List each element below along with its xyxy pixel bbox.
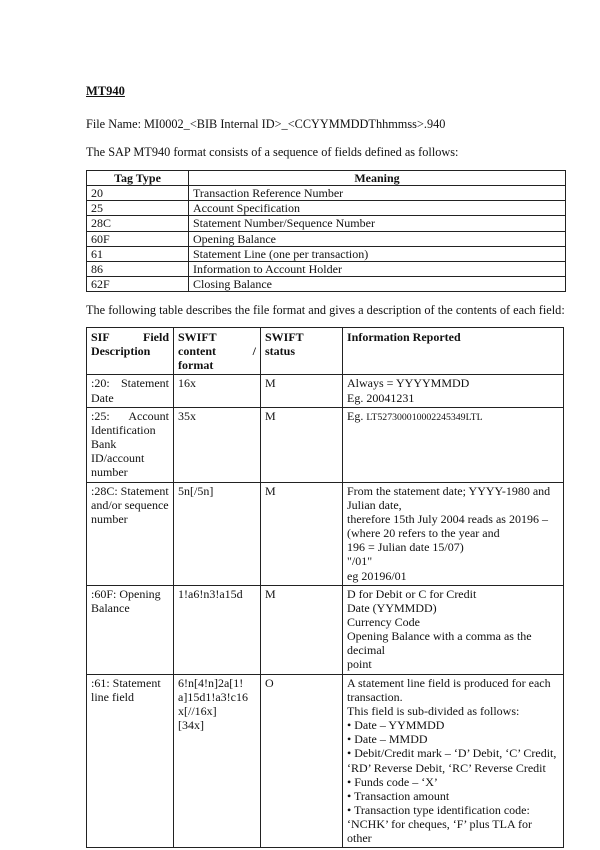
table-row xyxy=(87,482,564,585)
cell-text: ID/account xyxy=(91,451,145,466)
cell-text: :20: xyxy=(91,376,110,391)
cell-text: Identification xyxy=(91,422,156,437)
table-row xyxy=(87,585,564,674)
tag-cell: 25 xyxy=(87,201,189,216)
header-word: SWIFT xyxy=(265,330,304,344)
info-line: ‘NCHK’ for cheques, ‘F’ plus TLA for other xyxy=(347,817,532,846)
info-line: Opening Balance with a comma as the decimal xyxy=(347,629,532,658)
tag-cell: 61 xyxy=(87,246,189,261)
tag-cell: 28C xyxy=(87,216,189,231)
info-cell xyxy=(343,585,564,674)
cell-text: number xyxy=(91,465,128,480)
header-word: status xyxy=(265,344,296,359)
tag-cell: 20 xyxy=(87,186,189,201)
format-line: a]15d1!a3!c16 xyxy=(178,689,248,704)
status-cell: O xyxy=(261,674,343,848)
meaning-cell: Transaction Reference Number xyxy=(189,186,566,201)
info-line: (where 20 refers to the year and xyxy=(347,526,500,541)
status-cell: M xyxy=(261,375,343,407)
column-header-swift-status xyxy=(261,328,343,375)
sif-cell xyxy=(87,482,174,585)
info-line: "/01" xyxy=(347,554,373,569)
cell-text: :28C: Statement xyxy=(91,483,169,498)
table-header-row xyxy=(87,171,566,186)
header-word: Field xyxy=(143,330,169,344)
field-description-table xyxy=(86,327,564,848)
column-header-tag-type: Tag Type xyxy=(87,171,189,186)
description-paragraph: The following table describes the file format and gives a description of the contents of each field: xyxy=(86,303,565,317)
info-cell xyxy=(343,674,564,848)
meaning-cell: Statement Line (one per transaction) xyxy=(189,246,566,261)
info-line: ‘RD’ Reverse Debit, ‘RC’ Reverse Credit xyxy=(347,760,546,775)
info-cell xyxy=(343,482,564,585)
meaning-cell: Statement Number/Sequence Number xyxy=(189,216,566,231)
status-cell: M xyxy=(261,482,343,585)
meaning-cell: Account Specification xyxy=(189,201,566,216)
info-line: transaction. xyxy=(347,689,403,704)
table-row xyxy=(87,261,566,276)
info-line: therefore 15th July 2004 reads as 20196 – xyxy=(347,511,548,526)
cell-text: line field xyxy=(91,689,134,704)
tag-cell: 62F xyxy=(87,277,189,292)
info-line: D for Debit or C for Credit xyxy=(347,586,477,601)
sif-cell xyxy=(87,585,174,674)
header-word: format xyxy=(178,358,214,373)
format-cell: 35x xyxy=(174,407,261,482)
cell-text: :61: Statement xyxy=(91,675,161,690)
intro-paragraph: The SAP MT940 format consists of a sequence of fields defined as follows: xyxy=(86,145,459,159)
tag-type-table xyxy=(86,170,566,292)
cell-text: Date xyxy=(91,390,114,405)
tag-cell: 60F xyxy=(87,231,189,246)
cell-text: :60F: Opening xyxy=(91,586,161,601)
table-row xyxy=(87,674,564,848)
column-header-information-reported: Information Reported xyxy=(343,328,564,375)
info-line: • Funds code – ‘X’ xyxy=(347,774,438,789)
table-row xyxy=(87,246,566,261)
cell-text: Account xyxy=(128,408,169,423)
file-name-line: File Name: MI0002_<BIB Internal ID>_<CCYYMMDDThhmmss>.940 xyxy=(86,117,446,131)
table-row xyxy=(87,277,566,292)
header-word: SWIFT xyxy=(178,330,217,344)
info-line: A statement line field is produced for each xyxy=(347,675,551,690)
cell-text: and/or sequence xyxy=(91,497,169,512)
tag-cell: 86 xyxy=(87,261,189,276)
table-row xyxy=(87,186,566,201)
info-line: • Debit/Credit mark – ‘D’ Debit, ‘C’ Credit, xyxy=(347,746,557,761)
cell-text: :25: xyxy=(91,408,110,423)
table-row xyxy=(87,407,564,482)
meaning-cell: Opening Balance xyxy=(189,231,566,246)
info-line: point xyxy=(347,657,372,672)
info-cell xyxy=(343,375,564,407)
info-line: Date (YYMMDD) xyxy=(347,600,437,615)
info-cell xyxy=(343,407,564,482)
info-line: Julian date, xyxy=(347,497,402,512)
document-title: MT940 xyxy=(86,84,125,98)
sif-cell xyxy=(87,674,174,848)
info-line: • Date – YYMMDD xyxy=(347,718,445,733)
format-cell: 5n[/5n] xyxy=(174,482,261,585)
info-line: Currency Code xyxy=(347,614,420,629)
sif-cell xyxy=(87,407,174,482)
info-line: Always = YYYYMMDD xyxy=(347,376,470,391)
info-line: • Transaction type identification code: xyxy=(347,803,530,817)
table-row xyxy=(87,231,566,246)
header-word: Description xyxy=(91,344,151,359)
info-line: eg 20196/01 xyxy=(347,568,407,583)
format-line: x[//16x] xyxy=(178,703,217,718)
info-line: • Date – MMDD xyxy=(347,732,428,747)
cell-text: number xyxy=(91,511,128,526)
info-prefix: Eg. xyxy=(347,408,367,423)
info-line: • Transaction amount xyxy=(347,788,450,803)
info-line: Eg. 20041231 xyxy=(347,390,415,405)
header-word: SIF xyxy=(91,330,110,344)
cell-text: Balance xyxy=(91,600,130,615)
table-row xyxy=(87,216,566,231)
column-header-sif-field-description xyxy=(87,328,174,375)
info-line: 196 = Julian date 15/07) xyxy=(347,540,464,555)
format-cell xyxy=(174,674,261,848)
status-cell: M xyxy=(261,407,343,482)
sif-cell xyxy=(87,375,174,407)
cell-text: Statement xyxy=(121,376,169,391)
format-line: 6!n[4!n]2a[1! xyxy=(178,675,244,690)
column-header-swift-content-format xyxy=(174,328,261,375)
account-number-example: LT527300010002245349LTL xyxy=(366,411,483,423)
info-line: This field is sub-divided as follows: xyxy=(347,703,520,718)
header-word: / xyxy=(252,344,256,359)
meaning-cell: Information to Account Holder xyxy=(189,261,566,276)
table-row xyxy=(87,201,566,216)
status-cell: M xyxy=(261,585,343,674)
cell-text: Bank xyxy=(91,437,117,452)
info-line: From the statement date; YYYY-1980 and xyxy=(347,483,551,498)
meaning-cell: Closing Balance xyxy=(189,277,566,292)
format-cell: 1!a6!n3!a15d xyxy=(174,585,261,674)
format-cell: 16x xyxy=(174,375,261,407)
header-word: content xyxy=(178,344,216,359)
table-row xyxy=(87,375,564,407)
column-header-meaning: Meaning xyxy=(189,171,566,186)
format-line: [34x] xyxy=(178,718,204,733)
table-header-row xyxy=(87,328,564,375)
